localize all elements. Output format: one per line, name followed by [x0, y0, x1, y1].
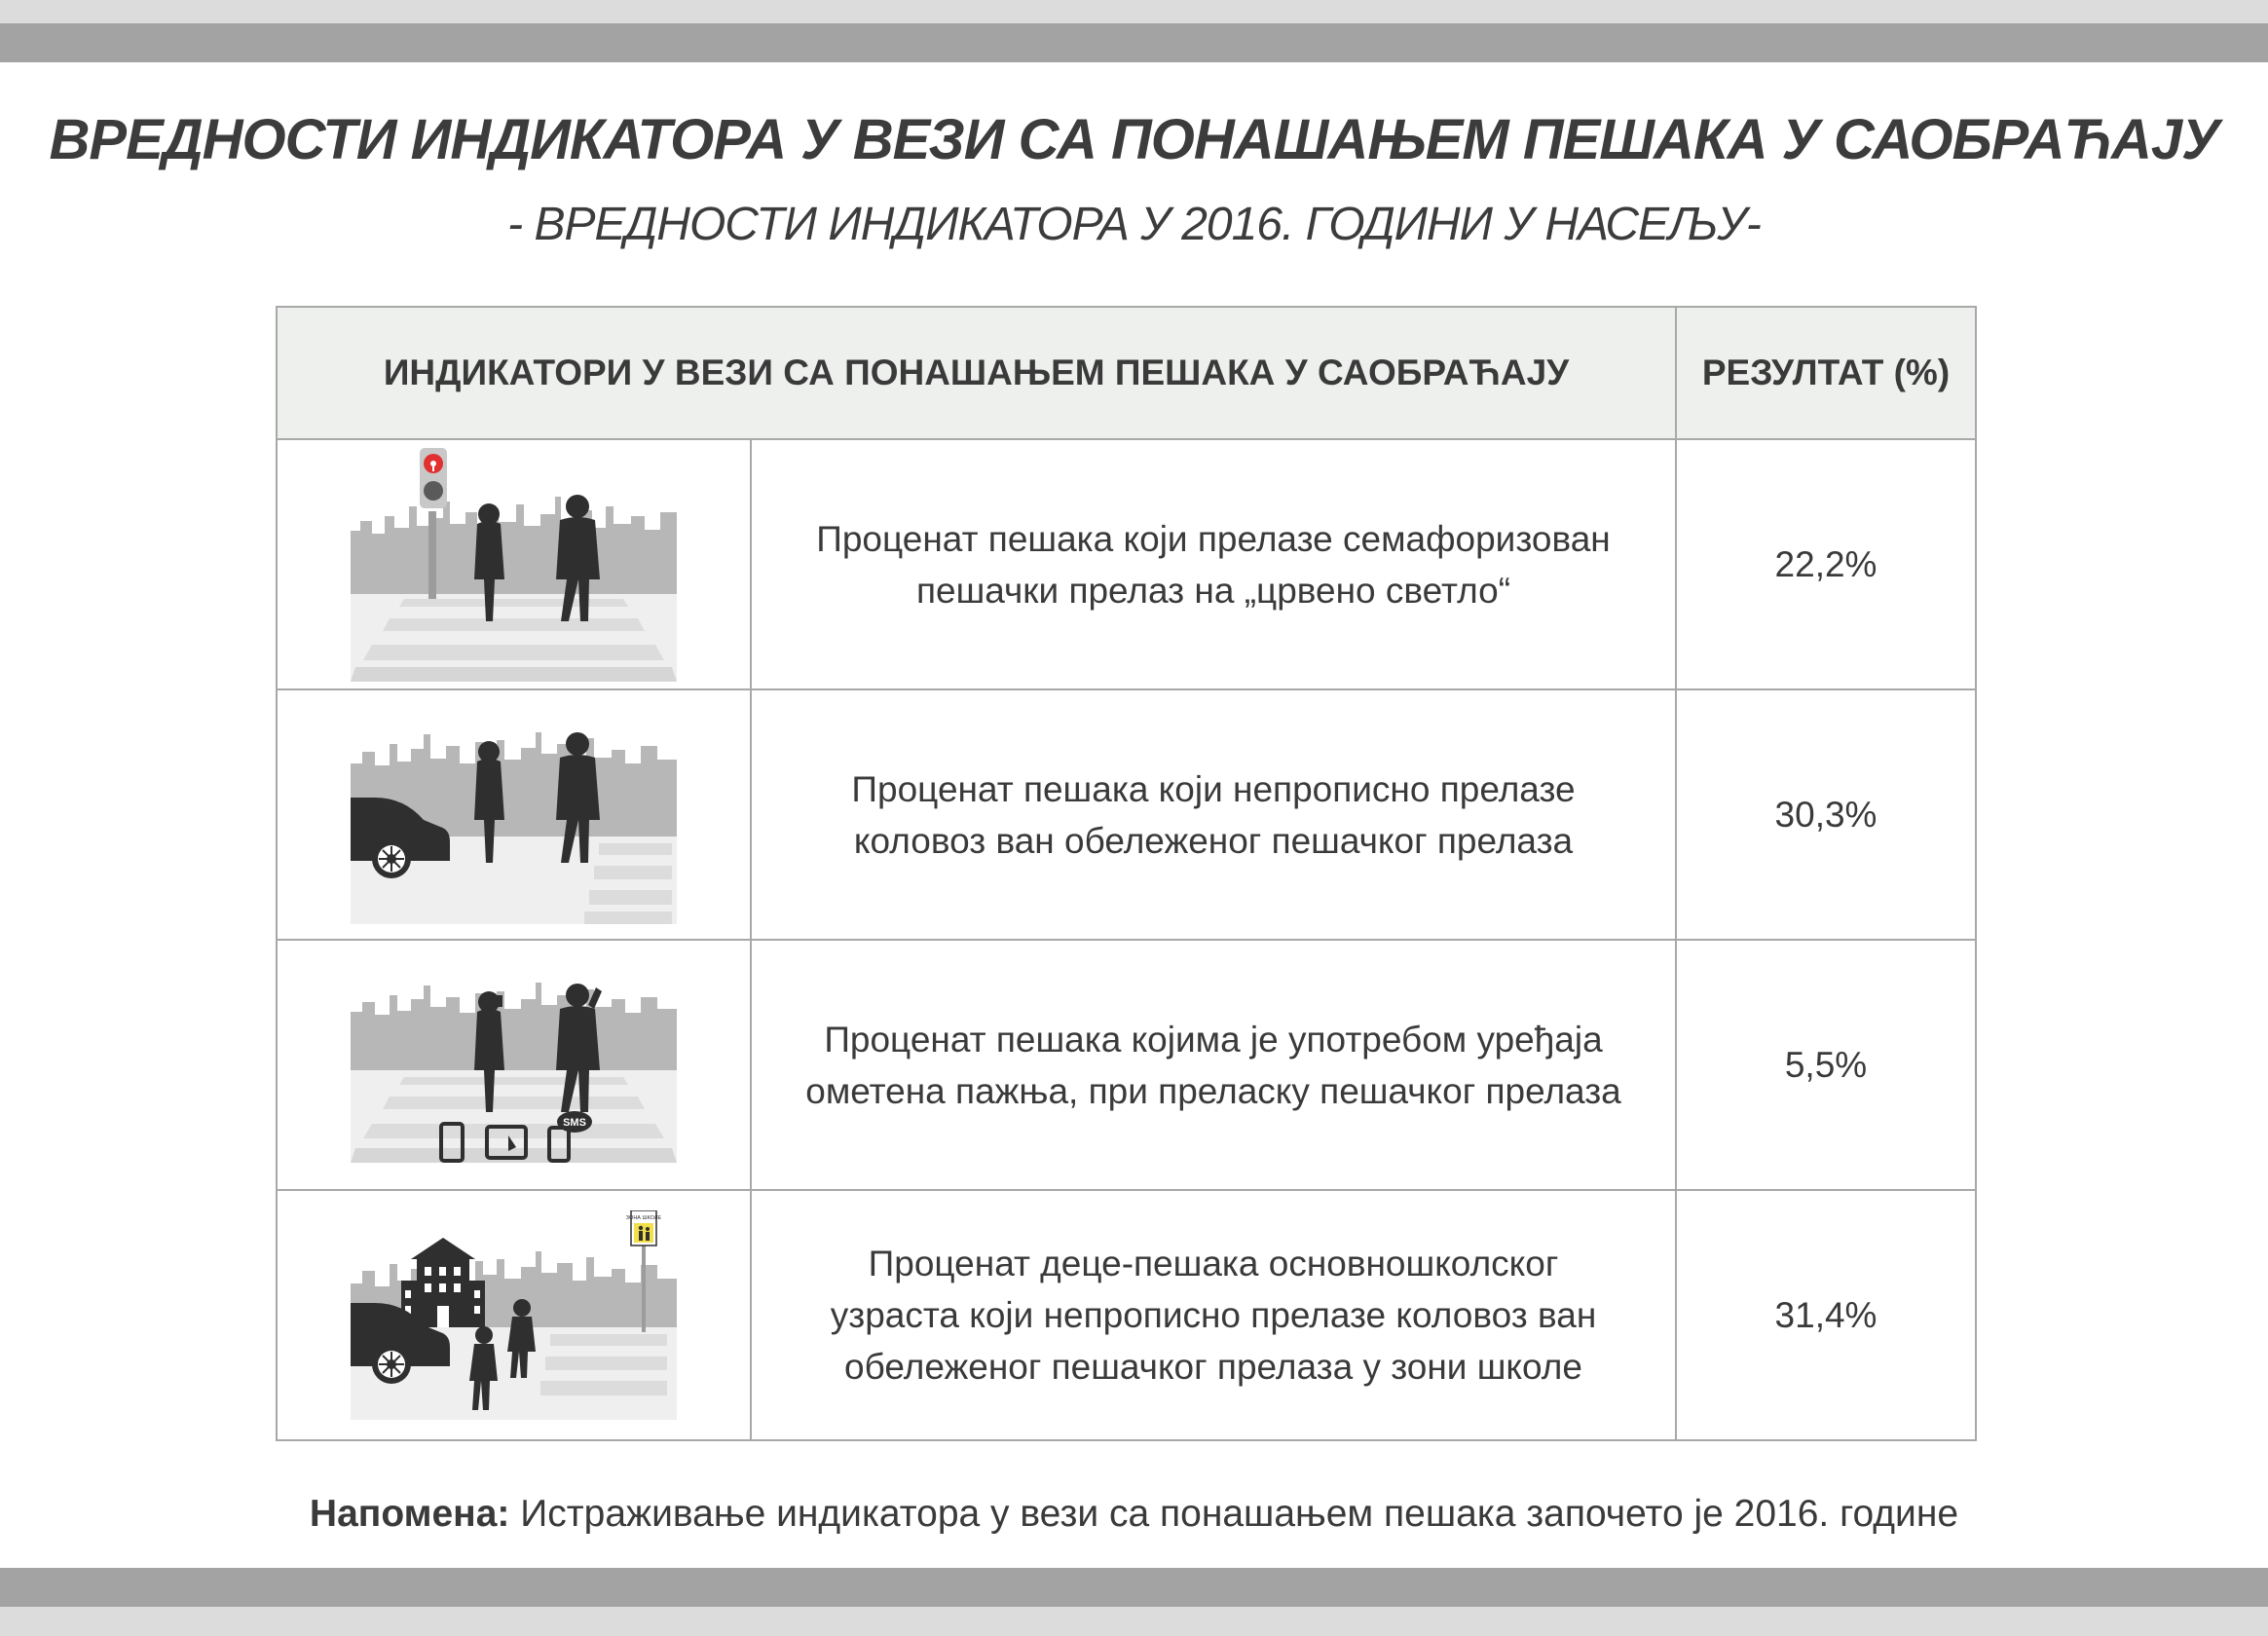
row-2-description	[751, 689, 1676, 940]
bottom-band-dark	[0, 1568, 2268, 1607]
header-indicator: ИНДИКАТОРИ У ВЕЗИ СА ПОНАШАЊЕМ ПЕШАКА У САОБРАЋАЈУ	[277, 307, 1676, 439]
table-row	[277, 689, 1976, 940]
row-4-description	[751, 1190, 1676, 1440]
row-2-desc-line-1: Проценат пешака који непрописно прелазе	[851, 768, 1576, 809]
row-1-image-cell	[277, 439, 751, 689]
footnote-text: Истраживање индикатора у вези са понашањем пешака започето је 2016. године	[509, 1493, 1959, 1535]
row-4-value: 31,4%	[1676, 1190, 1976, 1440]
row-1-description	[751, 439, 1676, 689]
row-4-image-cell	[277, 1190, 751, 1440]
row-2-value: 30,3%	[1676, 689, 1976, 940]
row-3-value: 5,5%	[1676, 940, 1976, 1190]
row-2-desc-line-2: коловоз ван обележеног пешачког прелаза	[853, 820, 1574, 861]
row-3-image-cell	[277, 940, 751, 1190]
row-3-description	[751, 940, 1676, 1190]
bottom-band-light	[0, 1607, 2268, 1636]
row-4-desc-line-2: узраста који непрописно прелазе коловоз ван	[830, 1295, 1597, 1335]
sms-label: SMS	[563, 1116, 586, 1129]
table-header-row	[277, 307, 1976, 439]
page-title: ВРЕДНОСТИ ИНДИКАТОРА У ВЕЗИ СА ПОНАШАЊЕМ ПЕШАКА У САОБРАЋАЈУ	[49, 108, 2219, 171]
table-row	[277, 439, 1976, 689]
footnote	[0, 1493, 2268, 1536]
pedestrians-red-light-illustration	[351, 448, 677, 682]
row-4-desc-line-3: обележеног пешачког прелаза у зони школе	[844, 1347, 1582, 1387]
table-row	[277, 1190, 1976, 1440]
page-subtitle: - ВРЕДНОСТИ ИНДИКАТОРА У 2016. ГОДИНИ У НАСЕЉУ-	[507, 199, 1761, 250]
school-sign-label: ЗОНА ШКОЛЕ	[625, 1215, 662, 1221]
table-row	[277, 940, 1976, 1190]
row-1-desc-line-2: пешачки прелаз на „црвено светло“	[915, 570, 1511, 611]
footnote-label: Напомена:	[309, 1493, 510, 1535]
row-1-value: 22,2%	[1676, 439, 1976, 689]
top-band-dark	[0, 23, 2268, 62]
pedestrians-phone-distraction-illustration	[351, 968, 677, 1163]
top-band-light	[0, 0, 2268, 23]
row-3-desc-line-2: ометена пажња, при преласку пешачког прелаза	[805, 1070, 1621, 1111]
row-4-desc-line-1: Проценат деце-пешака основношколског	[868, 1244, 1559, 1283]
pedestrians-jaywalking-illustration	[351, 705, 677, 924]
row-3-desc-line-1: Проценат пешака којима је употребом уређаја	[824, 1019, 1603, 1060]
row-1-desc-line-1: Проценат пешака који прелазе семафоризован	[816, 518, 1611, 559]
children-school-zone-illustration	[351, 1210, 677, 1420]
indicator-table	[276, 306, 1977, 1441]
header-result: РЕЗУЛТАТ (%)	[1676, 307, 1976, 439]
row-2-image-cell	[277, 689, 751, 940]
